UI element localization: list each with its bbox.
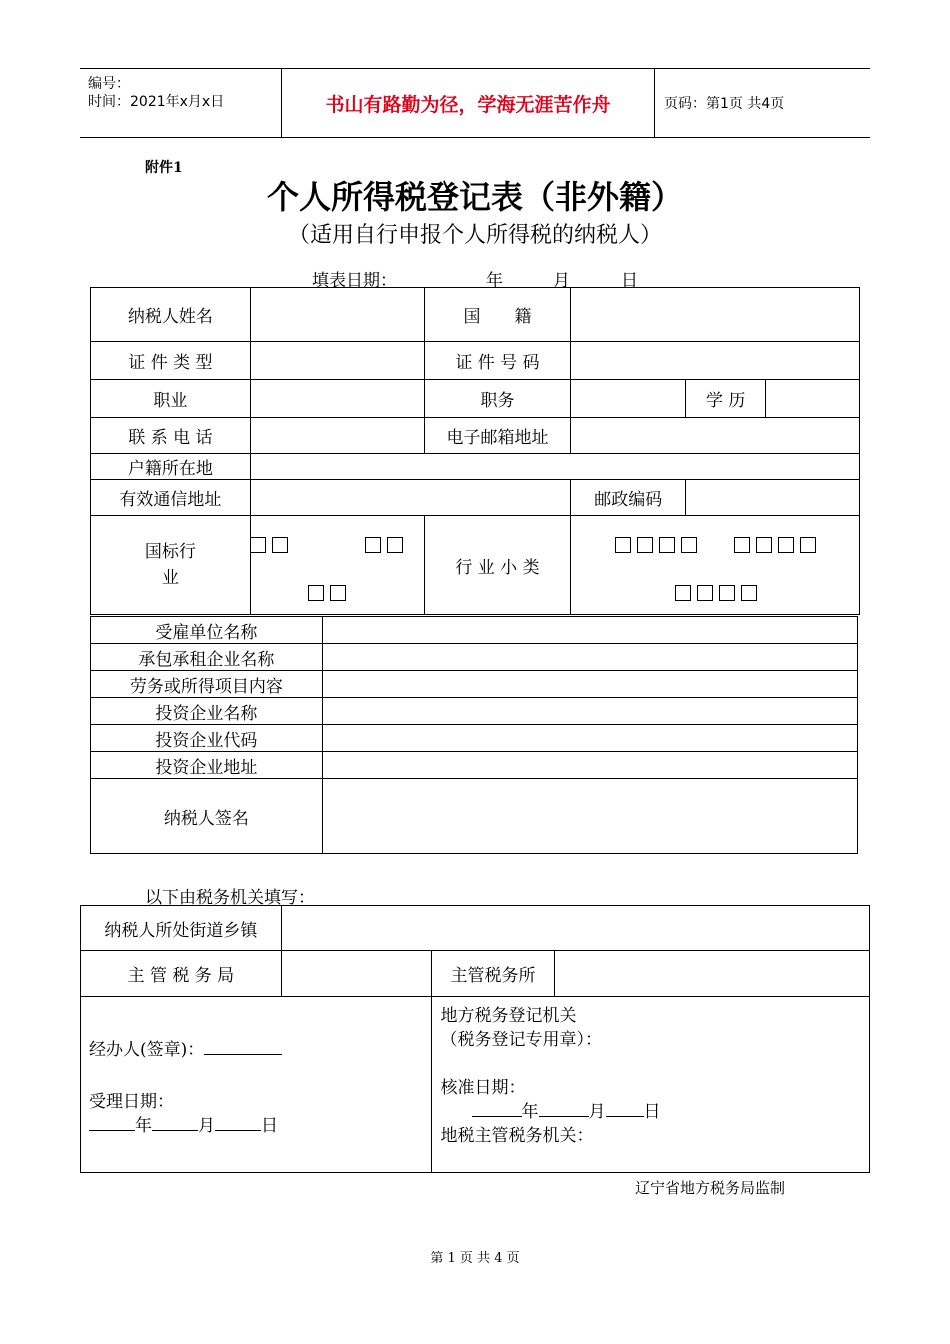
contractor-label: 承包承租企业名称 — [91, 644, 323, 671]
invest-name-field[interactable] — [322, 698, 857, 725]
labor-label: 劳务或所得项目内容 — [91, 671, 323, 698]
checkbox[interactable] — [734, 537, 750, 553]
postal-label: 邮政编码 — [571, 480, 686, 516]
office-station-label: 主管税务所 — [431, 951, 555, 997]
checkbox[interactable] — [659, 537, 675, 553]
bureau-label: 主 管 税 务 局 — [81, 951, 282, 997]
local-office-label: 地税主管税务机关： — [440, 1126, 594, 1146]
nationality-label: 国 籍 — [424, 288, 571, 342]
checkbox[interactable] — [675, 585, 691, 601]
page-number: 第 1 页 共 4 页 — [430, 1251, 520, 1266]
position-label: 职务 — [424, 380, 571, 418]
checkbox[interactable] — [330, 585, 346, 601]
handler-sign-line[interactable] — [204, 1054, 282, 1055]
checkbox[interactable] — [741, 585, 757, 601]
fill-date-month: 月 — [553, 271, 570, 291]
office-table — [80, 905, 870, 1173]
page-subtitle: （适用自行申报个人所得税的纳税人） — [287, 223, 662, 248]
invest-code-label: 投资企业代码 — [91, 725, 323, 752]
address-field[interactable] — [250, 480, 571, 516]
contractor-field[interactable] — [322, 644, 857, 671]
accept-date-label: 受理日期： — [89, 1092, 174, 1112]
fill-date-year: 年 — [486, 271, 503, 291]
registry-label: 地方税务登记机关 — [440, 1006, 577, 1026]
street-label: 纳税人所处街道乡镇 — [81, 906, 282, 951]
motto: 书山有路勤为径，学海无涯苦作舟 — [282, 69, 655, 137]
header-meta — [80, 69, 282, 137]
invest-addr-field[interactable] — [322, 752, 857, 779]
invest-addr-label: 投资企业地址 — [91, 752, 323, 779]
seal-label: （税务登记专用章）： — [440, 1030, 603, 1050]
nationality-field[interactable] — [571, 288, 860, 342]
invest-code-field[interactable] — [322, 725, 857, 752]
occupation-field[interactable] — [250, 380, 424, 418]
taxpayer-name-label: 纳税人姓名 — [91, 288, 251, 342]
household-label: 户籍所在地 — [91, 454, 251, 480]
approve-date-line[interactable]: 年 月 日 — [472, 1097, 661, 1122]
page-header — [80, 68, 870, 138]
phone-label: 联 系 电 话 — [91, 418, 251, 454]
employer-field[interactable] — [322, 617, 857, 644]
phone-field[interactable] — [250, 418, 424, 454]
invest-name-label: 投资企业名称 — [91, 698, 323, 725]
office-intro: 以下由税务机关填写： — [145, 888, 315, 908]
attachment-label: 附件1 — [145, 160, 183, 176]
checkbox[interactable] — [778, 537, 794, 553]
labor-field[interactable] — [322, 671, 857, 698]
checkbox[interactable] — [272, 537, 288, 553]
registry-section — [431, 997, 869, 1173]
accept-date-line[interactable]: 年 月 日 — [89, 1111, 278, 1136]
signature-label: 纳税人签名 — [91, 779, 323, 854]
handler-label: 经办人(签章)： — [89, 1040, 205, 1060]
checkbox[interactable] — [719, 585, 735, 601]
street-field[interactable] — [281, 906, 869, 951]
registration-form — [90, 287, 860, 615]
handler-section — [81, 997, 432, 1173]
checkbox[interactable] — [637, 537, 653, 553]
id-type-label: 证 件 类 型 — [91, 342, 251, 380]
taxpayer-name-field[interactable] — [250, 288, 424, 342]
checkbox[interactable] — [387, 537, 403, 553]
checkbox[interactable] — [800, 537, 816, 553]
postal-field[interactable] — [686, 480, 860, 516]
fill-date-day: 日 — [621, 271, 638, 291]
id-number-label: 证 件 号 码 — [424, 342, 571, 380]
time-label: 时间：2021年x月x日 — [88, 94, 225, 110]
household-field[interactable] — [250, 454, 859, 480]
number-label: 编号： — [88, 76, 130, 92]
occupation-label: 职业 — [91, 380, 251, 418]
education-label: 学 历 — [686, 380, 766, 418]
position-field[interactable] — [571, 380, 686, 418]
page-title: 个人所得税登记表（非外籍） — [266, 178, 683, 216]
education-field[interactable] — [766, 380, 860, 418]
email-label: 电子邮箱地址 — [424, 418, 571, 454]
checkbox[interactable] — [365, 537, 381, 553]
supervisor-label: 辽宁省地方税务局监制 — [635, 1179, 786, 1197]
id-type-field[interactable] — [250, 342, 424, 380]
checkbox[interactable] — [756, 537, 772, 553]
approve-date-label: 核准日期： — [440, 1078, 526, 1098]
page-info: 页码：第1页 共4页 — [664, 96, 785, 112]
office-station-field[interactable] — [555, 951, 870, 997]
bureau-field[interactable] — [281, 951, 431, 997]
industry-code-boxes[interactable] — [250, 516, 424, 615]
income-source-table — [90, 616, 858, 854]
fill-date-label: 填表日期： — [312, 271, 397, 291]
checkbox[interactable] — [697, 585, 713, 601]
id-number-field[interactable] — [571, 342, 860, 380]
employer-label: 受雇单位名称 — [91, 617, 323, 644]
address-label: 有效通信地址 — [91, 480, 251, 516]
email-field[interactable] — [571, 418, 860, 454]
industry-label: 国标行业 — [91, 516, 251, 615]
checkbox[interactable] — [615, 537, 631, 553]
signature-field[interactable] — [322, 779, 857, 854]
subcategory-code-boxes[interactable] — [571, 516, 860, 615]
checkbox[interactable] — [250, 537, 266, 553]
checkbox[interactable] — [308, 585, 324, 601]
subcategory-label: 行 业 小 类 — [424, 516, 571, 615]
checkbox[interactable] — [681, 537, 697, 553]
